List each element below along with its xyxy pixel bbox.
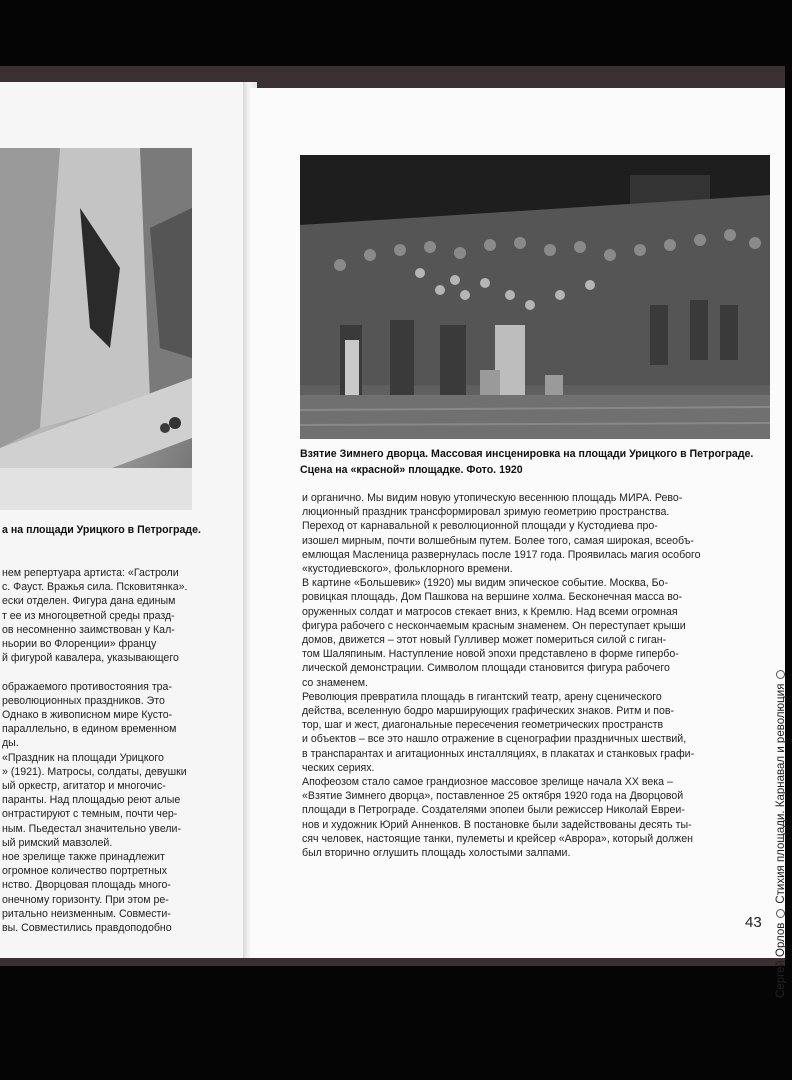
left-page-photo <box>0 148 192 510</box>
text-line: ов несомненно заимствован у Кал- <box>2 623 175 636</box>
left-page <box>0 82 243 958</box>
text-line: онтрастируют с темным, почти чер- <box>2 808 178 821</box>
text-line: » (1921). Матросы, солдаты, девушки <box>2 765 187 778</box>
text-line: ды. <box>2 737 19 750</box>
text-line: ческих сериях. <box>302 761 375 774</box>
left-photo-caption: а на площади Урицкого в Петрограде. <box>2 524 201 536</box>
text-line: был вторично оглушить площадь холостыми залпами. <box>302 847 571 860</box>
text-line: вы. Совместились правдоподобно <box>2 922 172 935</box>
right-photo-caption <box>300 446 753 478</box>
text-line: ное зрелище также принадлежит <box>2 851 165 864</box>
text-line: нем репертуара артиста: «Гастроли <box>2 567 179 579</box>
text-line: домов, движется – этот новый Гулливер может помериться силой с гиган- <box>302 634 667 647</box>
right-page-text <box>302 491 701 860</box>
text-line: и органично. Мы видим новую утопическую весеннюю площадь МИРА. Рево- <box>302 492 683 504</box>
text-line: ображаемого противостояния тра- <box>2 680 172 693</box>
text-line: огромное количество портретных <box>2 865 167 878</box>
text-line: й фигурой кавалера, указывающего <box>2 652 179 665</box>
text-line: фигура рабочего с нескончаемым красным знаменем. Он переступает крыши <box>302 619 686 632</box>
running-head-author: Сергей Орлов <box>775 922 787 998</box>
text-line: Апофеозом стало самое грандиозное массовое зрелище начала XX века – <box>302 776 673 789</box>
text-line: «Праздник на площади Урицкого <box>2 751 164 764</box>
text-line: ньории во Флоренции» францу <box>2 638 157 651</box>
text-line: нство. Дворцовая площадь много- <box>2 879 171 892</box>
bullet-icon <box>776 909 785 918</box>
left-page-text <box>2 566 188 935</box>
text-line: паранты. Над площадью реют алые <box>2 794 181 807</box>
text-line: лической демонстрации. Символом площади становится фигура рабочего <box>302 662 670 675</box>
text-line: Однако в живописном мире Кусто- <box>2 709 173 722</box>
text-line: со знаменем. <box>302 676 368 689</box>
text-line: «Взятие Зимнего дворца», поставленное 25 октября 1920 года на Дворцовой <box>302 790 684 803</box>
text-line: ески отделен. Фигура дана единым <box>2 595 176 608</box>
text-line <box>2 665 188 679</box>
bullet-icon <box>776 670 785 679</box>
text-line: «кустодиевского», фольклорного времени. <box>302 563 513 576</box>
text-line: площади в Петрограде. Создателями эпопеи были режиссер Николай Евреи- <box>302 804 685 817</box>
text-line: ровицкая площадь, Дом Пашкова на вершине холма. Бесконечная масса во- <box>302 591 683 604</box>
text-line: тор, шаг и жест, диагональные пересечения геометрических пространств <box>302 719 664 732</box>
page-number: 43 <box>745 914 762 931</box>
text-line: Революция превратила площадь в гигантский театр, арену сценического <box>302 690 662 703</box>
text-line: ным. Пьедестал значительно увели- <box>2 822 181 835</box>
text-line: нов и художник Юрий Анненков. В постановке были задействованы десять ты- <box>302 818 692 831</box>
caption-line: Сцена на «красной» площадке. Фото. 1920 <box>300 464 523 476</box>
text-line: ый римский мавзолей. <box>2 836 113 849</box>
text-line: действа, вселенную бодро марширующих графических знаков. Ритм и пов- <box>302 705 674 718</box>
text-line: ый оркестр, агитатор и многочис- <box>2 780 166 793</box>
text-line: т ее из многоцветной среды празд- <box>2 609 175 622</box>
right-page <box>250 88 787 998</box>
text-line: люционный праздник трансформировал зримую геометрию пространства. <box>302 506 670 519</box>
text-line: оруженных солдат и матросов стекает вниз, к Кремлю. Над всеми огромная <box>302 605 678 618</box>
text-line: изошел мирным, почти волшебным путем. Более того, самая широкая, всеобъ- <box>302 534 694 547</box>
caption-line: Взятие Зимнего дворца. Массовая инсценировка на площади Урицкого в Петрограде. <box>300 448 754 460</box>
right-page-photo <box>300 155 770 439</box>
text-line: революционных праздников. Это <box>2 694 165 707</box>
text-line: в транспарантах и агитационных инсталляциях, в плакатах и станковых графи- <box>302 747 695 760</box>
text-line: том Шаляпиным. Наступление новой эпохи представлено в форме гипербо- <box>302 648 679 661</box>
text-line: В картине «Большевик» (1920) мы видим эпическое событие. Москва, Бо- <box>302 577 668 590</box>
text-line: емлющая Масленица развернулась после 1917 года. Проявилась магия особого <box>302 548 701 561</box>
text-line: ритально неизменным. Совмести- <box>2 907 171 920</box>
running-head <box>762 558 788 998</box>
text-line: и объектов – все это нашло отражение в сценографии праздничных шествий, <box>302 733 687 746</box>
running-head-title: Стихия площади. Карнавал и революция <box>775 683 787 904</box>
text-line: онечному горизонту. При этом ре- <box>2 893 169 906</box>
text-line: Переход от карнавальной к революционной площади у Кустодиева про- <box>302 520 658 533</box>
text-line: параллельно, в едином временном <box>2 723 177 736</box>
text-line: сяч человек, настоящие танки, пулеметы и крейсер «Аврора», который должен <box>302 832 693 845</box>
text-line: с. Фауст. Вражья сила. Псковитянка». <box>2 581 188 594</box>
